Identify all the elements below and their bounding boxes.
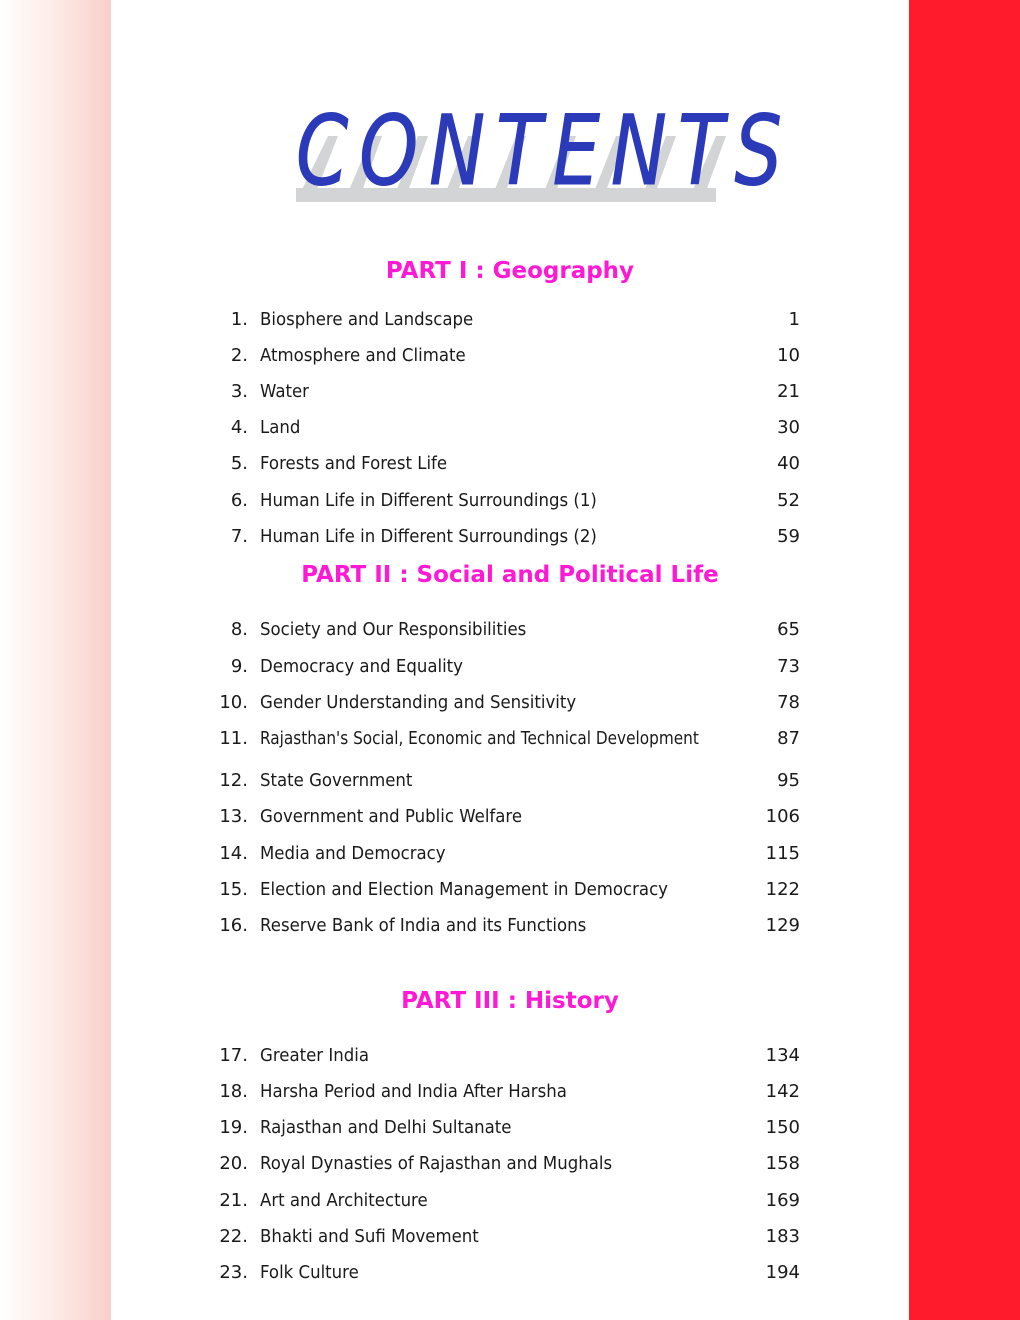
- entry-page: 52: [777, 490, 800, 511]
- toc-entry[interactable]: [210, 876, 800, 904]
- entry-title: Atmosphere and Climate: [260, 345, 466, 366]
- toc-entry[interactable]: [210, 1187, 800, 1215]
- entry-title: Rajasthan and Delhi Sultanate: [260, 1117, 512, 1138]
- toc-entry[interactable]: [210, 912, 800, 940]
- entry-number: 8.: [230, 619, 248, 640]
- entry-title: Election and Election Management in Democracy: [260, 879, 668, 900]
- entry-title: Greater India: [260, 1045, 370, 1066]
- entry-title: Art and Architecture: [260, 1190, 428, 1211]
- toc-entry[interactable]: [210, 1078, 800, 1106]
- entry-title: Society and Our Responsibilities: [260, 619, 527, 640]
- entry-number: 14.: [219, 843, 248, 864]
- entry-page: 21: [777, 381, 800, 402]
- contents-title-block: [292, 95, 793, 207]
- toc-entry[interactable]: [210, 450, 800, 478]
- entry-title: Reserve Bank of India and its Functions: [260, 915, 587, 936]
- toc-entry[interactable]: [210, 523, 800, 551]
- toc-entry[interactable]: [210, 342, 800, 370]
- entry-title: State Government: [260, 770, 413, 791]
- entry-number: 9.: [230, 656, 248, 677]
- entry-number: 1.: [230, 309, 248, 330]
- entry-title: Rajasthan's Social, Economic and Technical Development: [260, 728, 699, 749]
- toc-entry[interactable]: [210, 1042, 800, 1070]
- entry-page: 158: [765, 1153, 800, 1174]
- entry-number: 23.: [219, 1262, 248, 1283]
- entry-page: 169: [765, 1190, 800, 1211]
- toc-entry[interactable]: [210, 840, 800, 868]
- entry-number: 21.: [219, 1190, 248, 1211]
- toc-entry[interactable]: [210, 487, 800, 515]
- toc-entry[interactable]: [210, 1114, 800, 1142]
- entry-page: 87: [777, 728, 800, 749]
- entry-page: 150: [765, 1117, 800, 1138]
- entry-page: 115: [765, 843, 800, 864]
- entry-number: 2.: [230, 345, 248, 366]
- entry-title: Bhakti and Sufi Movement: [260, 1226, 479, 1247]
- entry-number: 6.: [230, 490, 248, 511]
- entry-page: 30: [777, 417, 800, 438]
- entry-number: 15.: [219, 879, 248, 900]
- entry-title: Human Life in Different Surroundings (1): [260, 490, 597, 511]
- entry-title: Biosphere and Landscape: [260, 309, 474, 330]
- entry-page: 78: [777, 692, 800, 713]
- entry-number: 5.: [230, 453, 248, 474]
- toc-entry[interactable]: [210, 414, 800, 442]
- toc-entry[interactable]: [210, 1259, 800, 1287]
- page-title: CONTENTS: [296, 95, 793, 207]
- part-heading-history: PART III : History: [401, 988, 619, 1014]
- entry-number: 11.: [219, 728, 248, 749]
- toc-entry[interactable]: [210, 689, 800, 717]
- entry-number: 22.: [219, 1226, 248, 1247]
- right-decorative-band: [909, 0, 1020, 1320]
- entry-page: 73: [777, 656, 800, 677]
- left-decorative-band: [0, 0, 111, 1320]
- toc-entry[interactable]: [210, 803, 800, 831]
- toc-entry[interactable]: [210, 378, 800, 406]
- toc-entry[interactable]: [210, 767, 800, 795]
- entry-number: 4.: [230, 417, 248, 438]
- entry-page: 106: [765, 806, 800, 827]
- entry-page: 142: [765, 1081, 800, 1102]
- entry-page: 65: [777, 619, 800, 640]
- entry-number: 13.: [219, 806, 248, 827]
- entry-page: 10: [777, 345, 800, 366]
- entry-page: 194: [765, 1262, 800, 1283]
- toc-entry[interactable]: [210, 653, 800, 681]
- toc-entry[interactable]: [210, 725, 800, 753]
- entry-number: 20.: [219, 1153, 248, 1174]
- toc-entry[interactable]: [210, 1150, 800, 1178]
- entry-number: 12.: [219, 770, 248, 791]
- entry-page: 1: [788, 309, 800, 330]
- toc-entry[interactable]: [210, 306, 800, 334]
- entry-title: Royal Dynasties of Rajasthan and Mughals: [260, 1153, 613, 1174]
- entry-title: Water: [260, 381, 309, 402]
- entry-title: Harsha Period and India After Harsha: [260, 1081, 567, 1102]
- entry-page: 40: [777, 453, 800, 474]
- entry-title: Human Life in Different Surroundings (2): [260, 526, 597, 547]
- entry-page: 95: [777, 770, 800, 791]
- part-heading-geography: PART I : Geography: [385, 258, 635, 284]
- entry-title: Government and Public Welfare: [260, 806, 523, 827]
- entry-number: 16.: [219, 915, 248, 936]
- entry-title: Gender Understanding and Sensitivity: [260, 692, 577, 713]
- entry-number: 3.: [230, 381, 248, 402]
- part-heading-social-political: PART II : Social and Political Life: [301, 562, 719, 588]
- entry-title: Land: [260, 417, 301, 438]
- entry-page: 129: [765, 915, 800, 936]
- toc-entry[interactable]: [210, 616, 800, 644]
- entry-title: Folk Culture: [260, 1262, 359, 1283]
- entry-page: 122: [765, 879, 800, 900]
- toc-entry[interactable]: [210, 1223, 800, 1251]
- entry-number: 18.: [219, 1081, 248, 1102]
- entry-title: Media and Democracy: [260, 843, 446, 864]
- entry-title: Democracy and Equality: [260, 656, 463, 677]
- entry-number: 17.: [219, 1045, 248, 1066]
- entry-number: 7.: [230, 526, 248, 547]
- entry-page: 134: [765, 1045, 800, 1066]
- entry-page: 183: [765, 1226, 800, 1247]
- entry-number: 10.: [219, 692, 248, 713]
- entry-page: 59: [777, 526, 800, 547]
- entry-number: 19.: [219, 1117, 248, 1138]
- entry-title: Forests and Forest Life: [260, 453, 448, 474]
